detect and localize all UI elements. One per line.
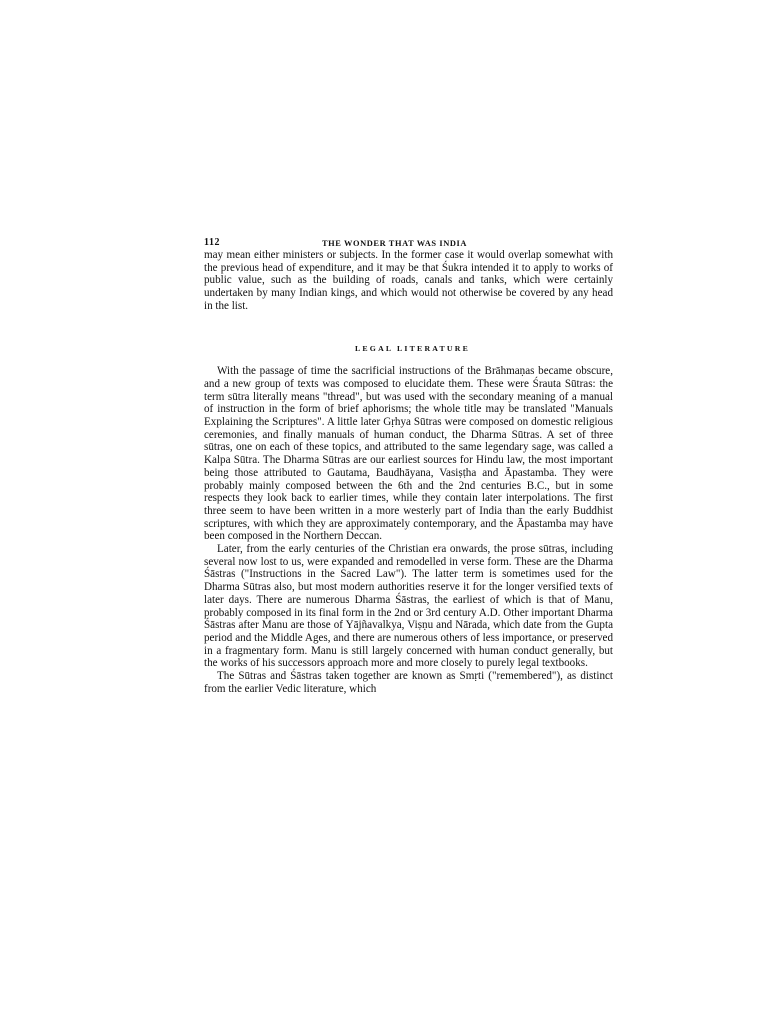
paragraph-legal-literature-2: Later, from the early centuries of the Christian era onwards, the prose sūtras, including several now lost to us, were expanded and remodelled in verse form. These are the Dharma Śāstras ("Instructions in the Sacred Law"). The latter term is sometimes used for the Dharma Sūtras also, but most modern authorities reserve it for the longer versified texts of later days. There are numerous Dharma Śāstras, the earliest of which is that of Manu, probably composed in its final form in the 2nd or 3rd century A.D. Other important Dharma Śāstras after Manu are those of Yājñavalkya, Viṣṇu and Nārada, which date from the Gupta period and the Middle Ages, and there are numerous others of less importance, or preserved in a fragmentary form. Manu is still largely concerned with human conduct generally, but the works of his successors approach more and more closely to purely legal textbooks. bbox=[204, 543, 613, 670]
paragraph-continuation: may mean either ministers or subjects. In the former case it would overlap somewhat with the previous head of expenditure, and it may be that Śukra intended it to apply to works of public value, such as the building of roads, canals and tanks, which were certainly undertaken by many Indian kings, and which would not otherwise be covered by any head in the list. bbox=[204, 249, 613, 312]
paragraph-legal-literature-3: The Sūtras and Śāstras taken together are known as Smṛti ("remembered"), as distinct from the earlier Vedic literature, which bbox=[204, 670, 613, 695]
running-title: THE WONDER THAT WAS INDIA bbox=[322, 239, 468, 248]
book-page bbox=[204, 233, 613, 696]
running-head bbox=[204, 233, 613, 249]
paragraph-legal-literature-1: With the passage of time the sacrificial instructions of the Brāhmaṇas became obscure, and a new group of texts was composed to elucidate them. These were Śrauta Sūtras: the term sūtra literally means "thread", but was used with the secondary meaning of a manual of instruction in the form of brief aphorisms; the whole title may be translated "Manuals Explaining the Scriptures". A little later Gṛhya Sūtras were composed on domestic religious ceremonies, and finally manuals of human conduct, the Dharma Sūtras. A set of three sūtras, one on each of these topics, and attributed to the same legendary sage, was called a Kalpa Sūtra. The Dharma Sūtras are our earliest sources for Hindu law, the most important being those attributed to Gautama, Baudhāyana, Vasiṣṭha and Āpastamba. They were probably mainly composed between the 6th and the 2nd centuries B.C., but in some respects they look back to earlier times, while they contain later interpolations. The first three seem to have been written in a more westerly part of India than the early Buddhist scriptures, with which they are approximately contemporary, and the Āpastamba may have been composed in the Northern Deccan. bbox=[204, 365, 613, 543]
section-heading: LEGAL LITERATURE bbox=[355, 343, 470, 353]
page-number: 112 bbox=[204, 237, 220, 248]
